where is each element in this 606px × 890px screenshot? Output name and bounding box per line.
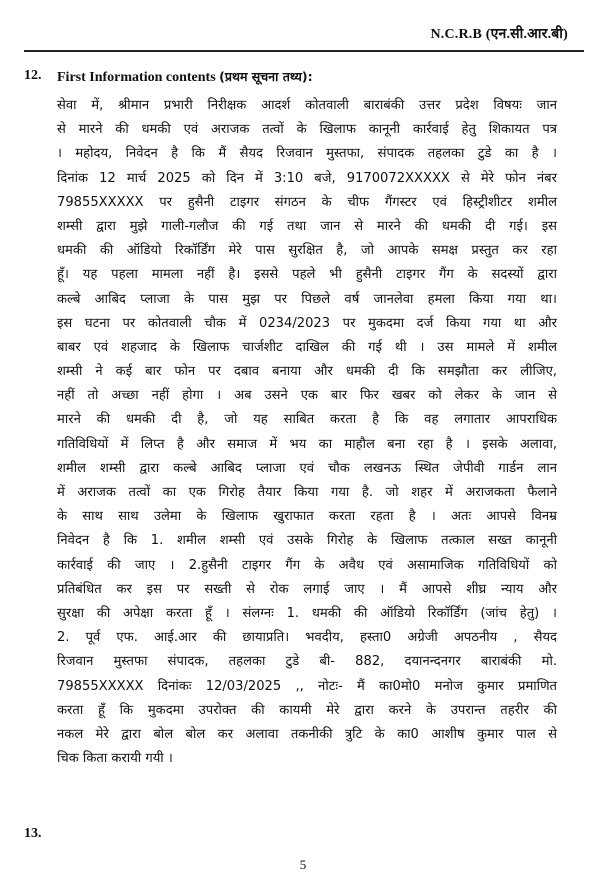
body-line: कार्रवाई की जाए । 2.हुसैनी टाइगर गैंग के अवैध एवं असामाजिक गतिविधियों को <box>57 557 557 573</box>
body-line: धमकी की ऑडियो रिकॉर्डिंग मेरे पास सुरक्षित है, जो आपके समक्ष प्रस्तुत कर रहा <box>57 243 557 259</box>
body-line: के साथ साथ उलेमा के खिलाफ खुराफात करता रहता है । अतः आपसे विनम्र <box>57 509 557 525</box>
body-line: गतिविधियों में लिप्त है और समाज में भय का माहौल बना रहा है । इसके अलावा, <box>57 436 557 452</box>
body-line: निवेदन है कि 1. शमील शम्सी एवं उसके गिरोह के खिलाफ तत्काल सख्त कानूनी <box>57 533 557 549</box>
body-line: कल्बे आबिद प्लाजा के पास मुझ पर पिछले वर्ष जानलेवा हमला किया गया था। <box>57 291 557 307</box>
body-line: 2. पूर्व एफ. आई.आर की छायाप्रति। भवदीय, हस्ता0 अग्रेजी अपठनीय , सैयद <box>57 630 557 646</box>
section-12-title-hindi: (प्रथम सूचना तथ्य): <box>219 69 313 84</box>
section-12-title <box>57 68 313 86</box>
body-line: शमील शम्सी द्वारा कल्बे आबिद प्लाजा एवं चौक लखनऊ स्थित जेपीवी गार्डन लान <box>57 460 557 476</box>
body-line: सेवा में, श्रीमान प्रभारी निरीक्षक आदर्श कोतवाली बाराबंकी उत्तर प्रदेश विषयः जान <box>57 98 557 113</box>
body-line: 79855XXXXX दिनांकः 12/03/2025 ,, नोटः- मैं का0मो0 मनोज कुमार प्रमाणित <box>57 678 557 694</box>
body-line: चिक किता करायी गयी । <box>57 751 173 767</box>
page-number: 5 <box>299 857 307 872</box>
body-line: मारने की धमकी दी है, जो यह साबित करता है कि वह लगातार आपराधिक <box>57 412 557 428</box>
body-line: । महोदय, निवेदन है कि मैं सैयद रिजवान मुस्तफा, संपादक तहलका टुडे का है । <box>57 146 557 162</box>
body-line: रिजवान मुस्तफा संपादक, तहलका टुडे बी- 882, दयानन्दनगर बाराबंकी मो. <box>57 654 557 670</box>
section-12-number: 12. <box>24 68 42 83</box>
body-line: नकल मेरे द्वारा बोल बोल कर अलावा तकनीकी त्रुटि के का0 आशीष कुमार पाल से <box>57 726 557 742</box>
body-line: करता हूँ कि मुकदमा उपरोक्त की कायमी मेरे द्वारा करने के उपरान्त तहरीर की <box>57 702 557 718</box>
body-line: सुरक्षा की अपेक्षा करता हूँ । संलग्नः 1. धमकी की ऑडियो रिकॉर्डिंग (जांच हेतु) । <box>57 605 557 621</box>
body-line: बाबर एवं शहजाद के खिलाफ चार्जशीट दाखिल की गई थी । उस मामले में शमील <box>57 339 557 355</box>
body-line: में अराजक तत्वों का एक गिरोह तैयार किया गया है. जो शहर में अराजकता फैलाने <box>57 485 557 500</box>
body-line: शम्सी द्वारा मुझे गाली-गलौज की गई तथा जान से मारने की धमकी दी गई। इस <box>57 218 557 234</box>
body-line: हूँ। यह पहला मामला नहीं है। इससे पहले भी हुसैनी टाइगर गैंग के सदस्यों द्वारा <box>57 267 557 283</box>
section-12-title-english: First Information contents <box>57 70 216 85</box>
body-line: से मारने की धमकी एवं अराजक तत्वों के खिलाफ कानूनी कार्रवाई हेतु शिकायत पत्र <box>57 122 557 138</box>
body-line: 79855XXXXX पर हुसैनी टाइगर संगठन के चीफ गैंगस्टर एवं हिस्ट्रीशीटर शमील <box>57 194 557 210</box>
first-information-body <box>57 94 557 771</box>
body-line: शम्सी ने कई बार फोन पर दबाव बनाया और धमकी दी कि समझौता कर लीजिए, <box>57 364 557 380</box>
body-line: दिनांक 12 मार्च 2025 को दिन में 3:10 बजे, 9170072XXXXX से मेरे फोन नंबर <box>57 170 557 186</box>
body-line: इस घटना पर कोतवाली चौक में 0234/2023 पर मुकदमा दर्ज किया गया था और <box>57 315 557 331</box>
header-divider <box>24 50 584 52</box>
body-line: नहीं तो अच्छा नहीं होगा । अब उसने एक बार फिर खबर को लेकर के जान से <box>57 388 557 404</box>
section-13-number: 13. <box>24 826 42 841</box>
document-header-ncrb: N.C.R.B (एन.सी.आर.बी) <box>430 27 568 42</box>
body-line: प्रतिबंधित कर इस पर सख्ती से रोक लगाई जाए । मैं आपसे शीघ्र न्याय और <box>57 581 557 597</box>
